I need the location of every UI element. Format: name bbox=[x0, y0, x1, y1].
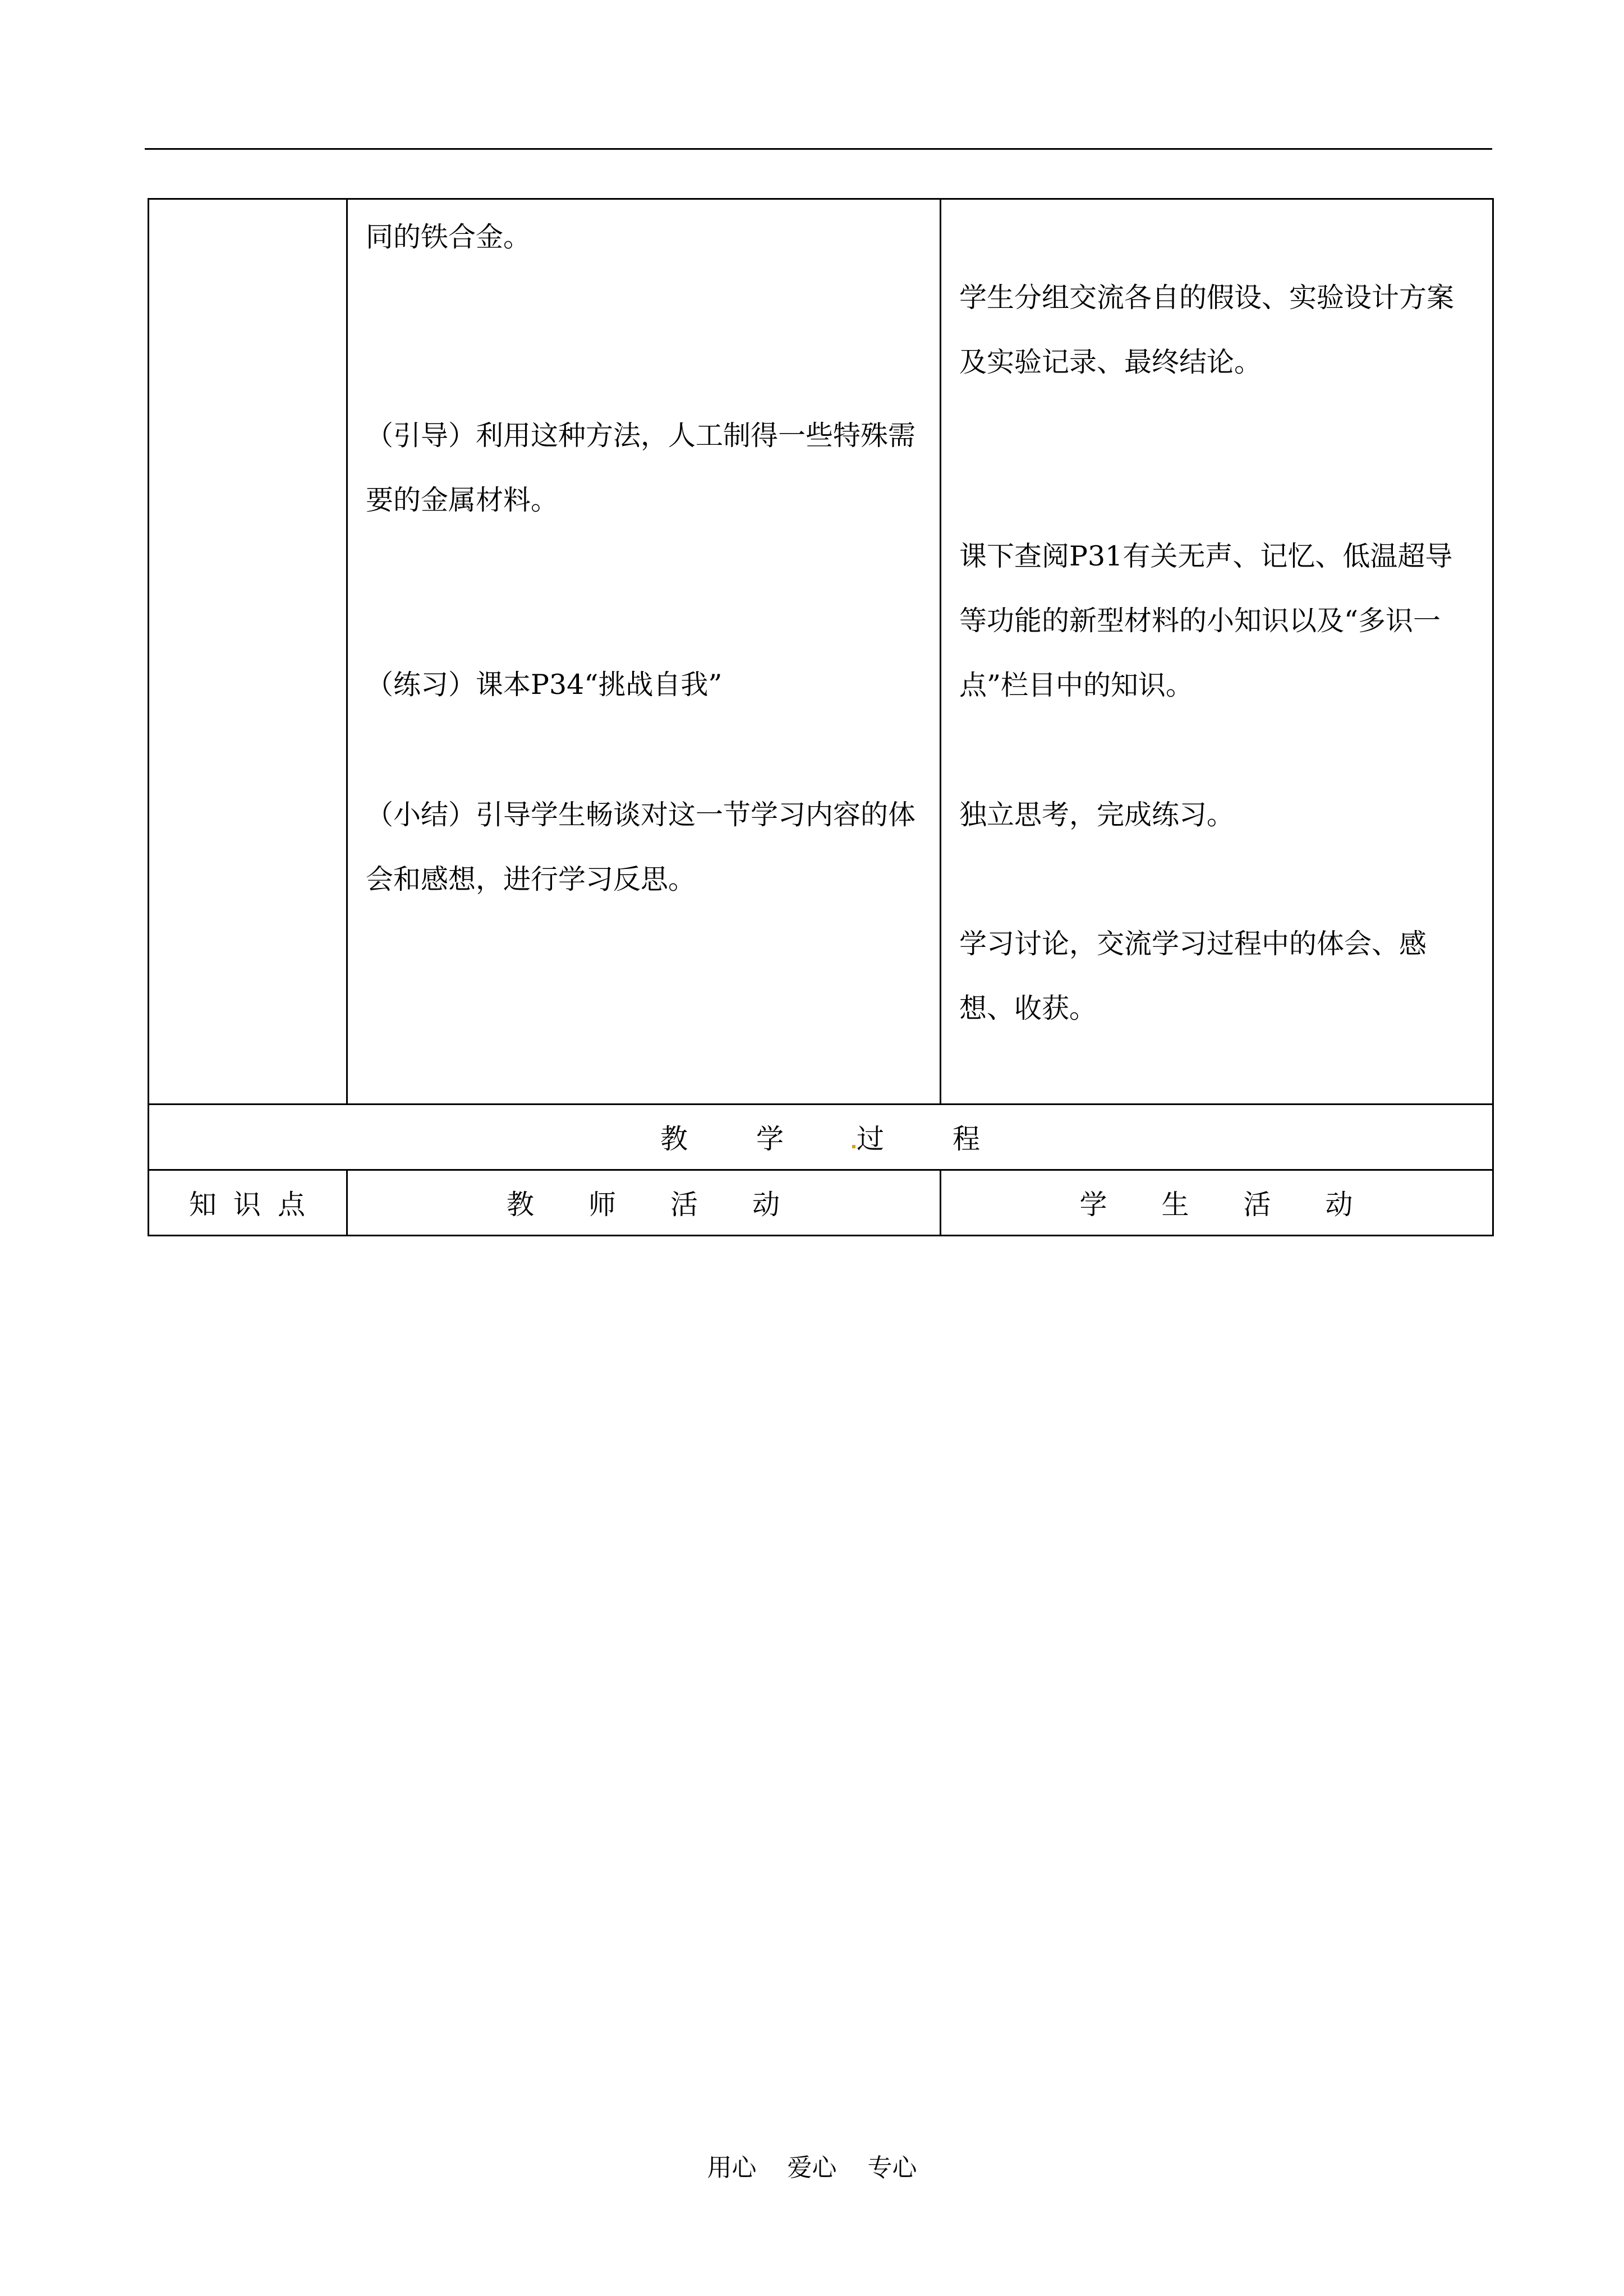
teacher-activity-cell bbox=[347, 199, 941, 1105]
header-knowledge-point: 知 识 点 bbox=[149, 1170, 347, 1236]
header-rule bbox=[145, 148, 1492, 150]
section-title-cell bbox=[149, 1105, 1493, 1170]
orange-dot-mark bbox=[852, 1145, 855, 1148]
section-title: 教 学 过 程 bbox=[660, 1123, 982, 1155]
teacher-paragraph-1: 同的铁合金。 bbox=[366, 221, 531, 253]
page-footer: 用心 爱心 专心 bbox=[707, 2154, 917, 2182]
teacher-paragraph-2: （引导）利用这种方法，人工制得一些特殊需要的金属材料。 bbox=[366, 420, 916, 516]
student-activity-cell bbox=[941, 199, 1493, 1105]
header-student-activity: 学 生 活 动 bbox=[941, 1170, 1493, 1236]
lesson-table bbox=[148, 198, 1494, 1236]
section-title-row bbox=[149, 1105, 1493, 1170]
knowledge-point-cell bbox=[149, 199, 347, 1105]
column-header-row bbox=[149, 1170, 1493, 1236]
header-teacher-activity: 教 师 活 动 bbox=[347, 1170, 941, 1236]
content-row bbox=[149, 199, 1493, 1105]
teacher-paragraph-3: （练习）课本P34“挑战自我” bbox=[366, 669, 723, 701]
teacher-paragraph-4: （小结）引导学生畅谈对这一节学习内容的体会和感想，进行学习反思。 bbox=[366, 799, 916, 895]
student-paragraph-2: 课下查阅P31有关无声、记忆、低温超导等功能的新型材料的小知识以及“多识一点”栏目中的知识。 bbox=[959, 540, 1453, 701]
student-paragraph-1: 学生分组交流各自的假设、实验设计方案及实验记录、最终结论。 bbox=[959, 282, 1455, 378]
student-paragraph-3: 独立思考，完成练习。 bbox=[959, 799, 1235, 831]
student-paragraph-4: 学习讨论，交流学习过程中的体会、感想、收获。 bbox=[959, 928, 1427, 1024]
